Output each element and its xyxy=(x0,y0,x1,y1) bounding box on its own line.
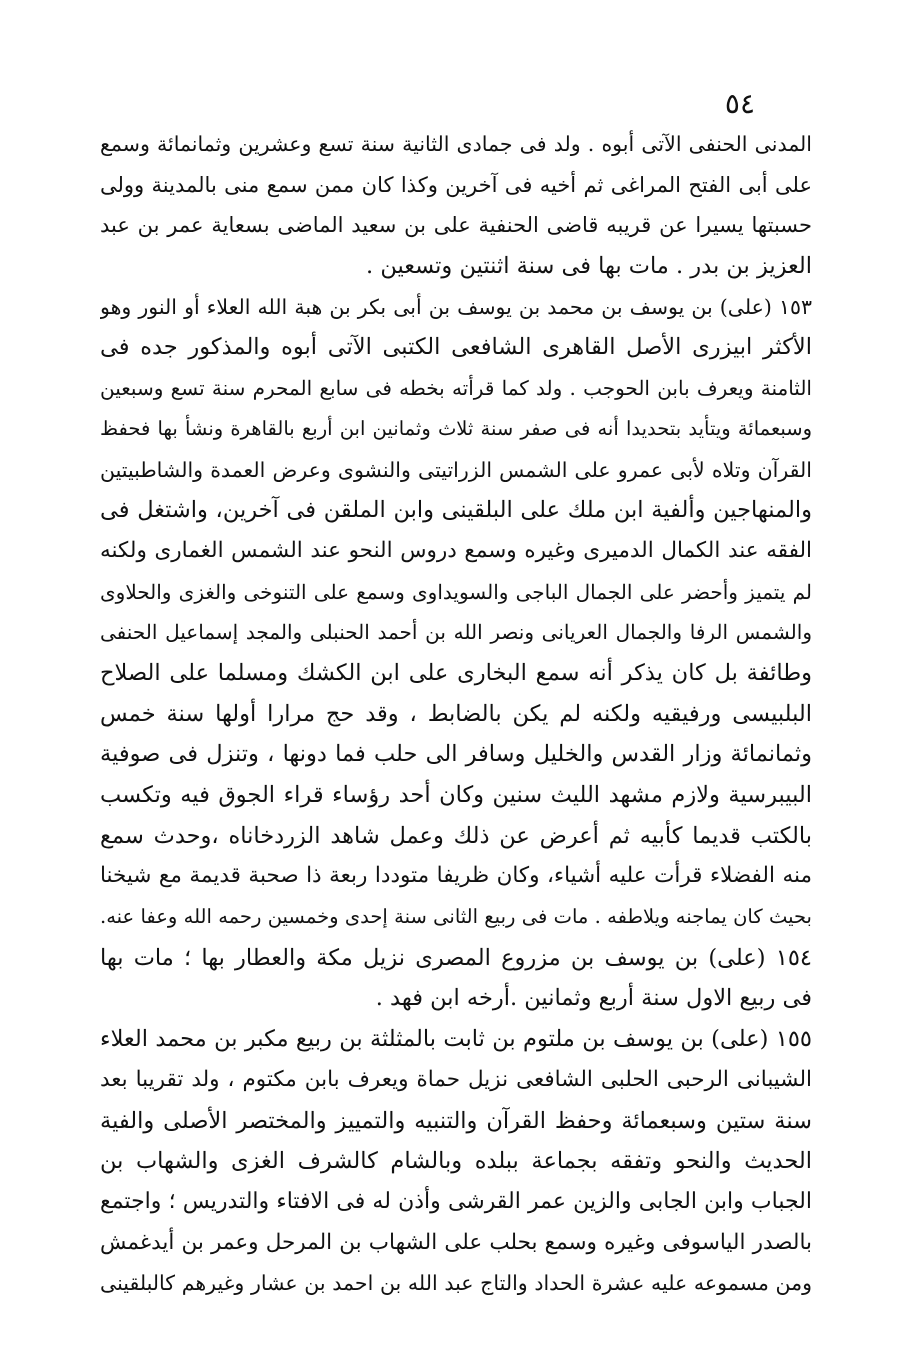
text-line: بحيث كان يماجنه ويلاطفه . مات فى ربيع الثانى سنة إحدى وخمسين رحمه الله وعفا عنه. xyxy=(100,905,812,929)
text-line: بالكتب قديما كأبيه ثم أعرض عن ذلك وعمل شاهد الزردخاناه ،وحدث سمع xyxy=(100,822,812,849)
text-line: منه الفضلاء قرأت عليه أشياء، وكان ظريفا متوددا ربعة ذا صحبة قديمة مع شيخنا xyxy=(100,863,812,889)
text-line: سنة ستين وسبعمائة وحفظ القرآن والتنبيه والتمييز والمختصر الأصلى والفية xyxy=(100,1107,812,1134)
text-line: وثمانمائة وزار القدس والخليل وسافر الى حلب فما دونها ، وتنزل فى صوفية xyxy=(100,741,812,768)
text-line: الأكثر ابيزرى الأصل القاهرى الشافعى الكتبى الآتى أبوه والمذكور جده فى xyxy=(100,334,812,361)
text-line: والمنهاجين وألفية ابن ملك على البلقينى وابن الملقن فى آخرين، واشتغل فى xyxy=(100,497,812,524)
text-line: على أبى الفتح المراغى ثم أخيه فى آخرين وكذا كان ممن سمع منى بالمدينة وولى xyxy=(100,172,812,197)
text-line: لم يتميز وأحضر على الجمال الباجى والسويداوى وسمع على التنوخى والغزى والحلاوى xyxy=(100,579,812,604)
text-line: بالصدر الياسوفى وغيره وسمع بحلب على الشهاب بن المرحل وعمر بن أيدغمش xyxy=(100,1229,812,1255)
text-line: ومن مسموعه عليه عشرة الحداد والتاج عبد الله بن احمد بن عشار وغيرهم كالبلقينى xyxy=(100,1271,812,1296)
text-line: الجباب وابن الجابى والزين عمر القرشى وأذن له فى الافتاء والتدريس ؛ واجتمع xyxy=(100,1188,812,1214)
text-line: الثامنة ويعرف بابن الحوجب . ولد كما قرأته بخطه فى سابع المحرم سنة تسع وسبعين xyxy=(100,376,812,401)
page-number: ٥٤ xyxy=(724,87,755,120)
text-line: حسبتها يسيرا عن قريبه قاضى الحنفية على بن سعيد الماضى بسعاية عمر بن عبد xyxy=(100,213,812,238)
page-text-block xyxy=(100,124,812,1304)
text-line: الحديث والنحو وتفقه بجماعة ببلده وبالشام كالشرف الغزى والشهاب بن xyxy=(100,1148,812,1175)
entry-155-first-line: ١٥٥ (على) بن يوسف بن ملتوم بن ثابت بالمثلثة بن ربيع مكبر بن محمد العلاء xyxy=(100,1026,812,1053)
text-line: البلبيسى ورفيقيه ولكنه لم يكن بالضابط ، وقد حج مرارا أولها سنة خمس xyxy=(100,700,812,727)
text-line: الشيبانى الرحبى الحلبى الشافعى نزيل حماة ويعرف بابن مكتوم ، ولد تقريبا بعد xyxy=(100,1066,812,1092)
text-line: الفقه عند الكمال الدميرى وغيره وسمع دروس النحو عند الشمس الغمارى ولكنه xyxy=(100,537,812,563)
entry-153-first-line: ١٥٣ (على) بن يوسف بن محمد بن يوسف بن أبى بكر بن هبة الله العلاء أو النور وهو xyxy=(100,294,812,319)
text-line: القرآن وتلاه لأبى عمرو على الشمس الزراتيتى والنشوى وعرض العمدة والشاطبيتين xyxy=(100,457,812,482)
entry-154-first-line: ١٥٤ (على) بن يوسف بن مزروع المصرى نزيل مكة والعطار بها ؛ مات بها xyxy=(100,944,812,971)
text-line: وسبعمائة ويتأيد بتحديدا أنه فى صفر سنة ثلاث وثمانين ابن أربع بالقاهرة ونشأ بها فحفظ xyxy=(100,416,812,440)
text-line: البيبرسية ولازم مشهد الليث سنين وكان أحد رؤساء قراء الجوق فيه وتكسب xyxy=(100,782,812,808)
text-line: فى ربيع الاول سنة أربع وثمانين .أرخه ابن فهد . xyxy=(375,985,812,1012)
text-line: المدنى الحنفى الآتى أبوه . ولد فى جمادى الثانية سنة تسع وعشرين وثمانمائة وسمع xyxy=(100,132,812,156)
text-line: والشمس الرفا والجمال العريانى ونصر الله بن أحمد الحنبلى والمجد إسماعيل الحنفى xyxy=(100,620,812,645)
text-line: العزيز بن بدر . مات بها فى سنة اثنتين وتسعين . xyxy=(366,253,812,280)
text-line: وطائفة بل كان يذكر أنه سمع البخارى على ابن الكشك ومسلما على الصلاح xyxy=(100,659,812,686)
